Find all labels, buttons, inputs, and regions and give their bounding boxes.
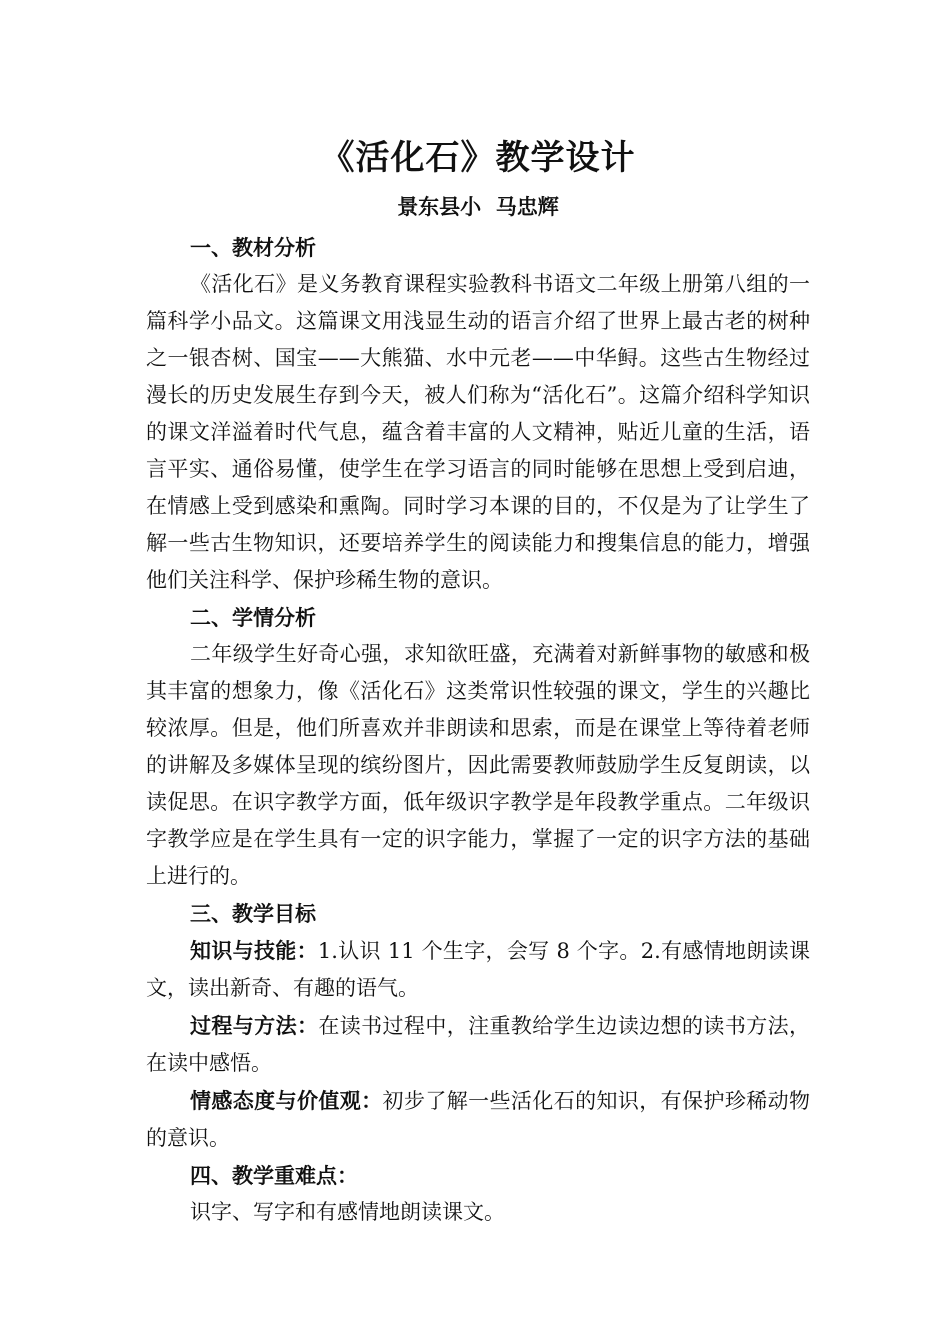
section-key-difficulties bbox=[146, 1157, 810, 1231]
document-title: 《活化石》教学设计 bbox=[320, 138, 636, 178]
goal-label: 过程与方法： bbox=[190, 1013, 319, 1038]
section-teaching-goals bbox=[146, 895, 810, 1157]
goal-text: 1.认识 11 个生字，会写 8 个字。2.有感情地朗读课文，读出新奇、有趣的语气。 bbox=[146, 939, 810, 1000]
author-line: 景东县小 马忠辉 bbox=[397, 194, 559, 219]
section-body: 二年级学生好奇心强，求知欲旺盛，充满着对新鲜事物的敏感和极其丰富的想象力，像《活化石》这类常识性较强的课文，学生的兴趣比较浓厚。但是，他们所喜欢并非朗读和思索，而是在课堂上等待着老师的讲解及多媒体呈现的缤纷图片，因此需要教师鼓励学生反复朗读，以读促思。在识字教学方面，低年级识字教学是年段教学重点。二年级识字教学应是在学生具有一定的识字能力，掌握了一定的识字方法的基础上进行的。 bbox=[146, 642, 810, 888]
section-body: 识字、写字和有感情地朗读课文。 bbox=[190, 1200, 505, 1224]
section-heading: 三、教学目标 bbox=[190, 901, 316, 926]
section-heading: 一、教材分析 bbox=[190, 235, 316, 260]
goal-knowledge-skills bbox=[146, 932, 810, 1007]
section-student-analysis bbox=[146, 599, 810, 895]
goal-label: 情感态度与价值观： bbox=[190, 1088, 383, 1113]
document-page bbox=[146, 130, 810, 1231]
goal-text: 初步了解一些活化石的知识，有保护珍稀动物的意识。 bbox=[146, 1089, 811, 1150]
goal-text: 在读书过程中，注重教给学生边读边想的读书方法，在读中感悟。 bbox=[146, 1014, 811, 1075]
section-heading: 四、教学重难点： bbox=[190, 1163, 358, 1188]
goal-process-method bbox=[146, 1007, 810, 1082]
section-heading: 二、学情分析 bbox=[190, 605, 316, 630]
section-body: 《活化石》是义务教育课程实验教科书语文二年级上册第八组的一篇科学小品文。这篇课文用浅显生动的语言介绍了世界上最古老的树种之一银杏树、国宝——大熊猫、水中元老——中华鲟。这些古生物经过漫长的历史发展生存到今天，被人们称为“活化石”。这篇介绍科学知识的课文洋溢着时代气息，蕴含着丰富的人文精神，贴近儿童的生活，语言平实、通俗易懂，使学生在学习语言的同时能够在思想上受到启迪，在情感上受到感染和熏陶。同时学习本课的目的，不仅是为了让学生了解一些古生物知识，还要培养学生的阅读能力和搜集信息的能力，增强他们关注科学、保护珍稀生物的意识。 bbox=[146, 272, 810, 592]
section-textbook-analysis bbox=[146, 229, 810, 599]
goal-emotion-values bbox=[146, 1082, 810, 1157]
goal-label: 知识与技能： bbox=[190, 938, 318, 963]
